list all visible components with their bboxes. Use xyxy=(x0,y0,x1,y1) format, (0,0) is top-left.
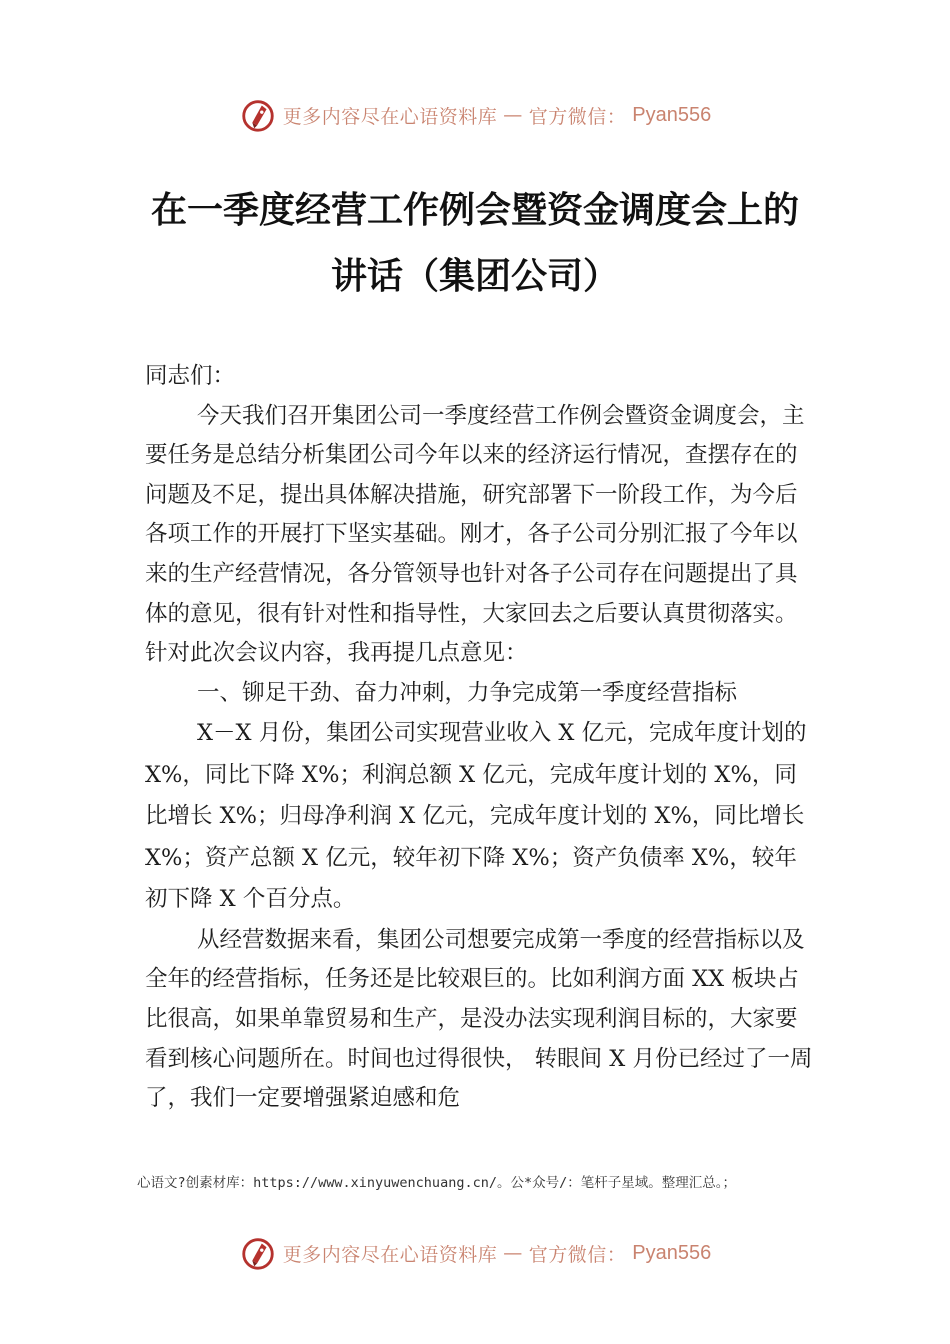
section-heading-1: 一、铆足干劲、奋力冲刺，力争完成第一季度经营指标 xyxy=(197,679,738,706)
paragraph-intro: 今天我们召开集团公司一季度经营工作例会暨资金调度会，主要任务是总结分析集团公司今年以来的经济运行情况，查摆存在的问题及不足，提出具体解决措施，研究部署下一阶段工作，为今后各项工作的开展打下坚实基础。刚才，各子公司分别汇报了今年以来的生产经营情况，各分管领导也针对各子公司存在问题提出了具体的意见，很有针对性和指导性，大家回去之后要认真贯彻落实。针对此次会议内容，我再提几点意见： xyxy=(145,402,805,667)
banner-separator: — xyxy=(503,1242,523,1264)
banner-wechat-id: Pyan556 xyxy=(632,103,712,126)
banner-wechat-label: 官方微信： xyxy=(528,1243,627,1266)
header-banner xyxy=(0,93,950,137)
paragraph-analysis: 从经营数据来看，集团公司想要完成第一季度的经营指标以及全年的经营指标，任务还是比较艰巨的。比如利润方面 XX 板块占比很高，如果单靠贸易和生产，是没办法实现利润目标的，大家要看到核心问题所在。时间也过得很快， 转眼间 X 月份已经过了一周了，我们一定要增强紧迫感和危 xyxy=(145,926,813,1112)
pen-nib-logo-icon xyxy=(239,96,277,134)
banner-wechat-id: Pyan556 xyxy=(632,1241,712,1264)
paragraph-performance: X－X 月份，集团公司实现营业收入 X 亿元，完成年度计划的 X%，同比下降 X%；利润总额 X 亿元，完成年度计划的 X%，同比增长 X%；归母净利润 X 亿元，完成年度计划的 X%，同比增长 X%；资产总额 X 亿元，较年初下降 X%；资产负债率 X%，较年初下降 X 个百分点。 xyxy=(145,720,807,913)
banner-separator: — xyxy=(503,104,523,126)
document-title-line1: 在一季度经营工作例会暨资金调度会上的 xyxy=(150,189,799,231)
banner-wechat-label: 官方微信： xyxy=(528,105,627,128)
document-title-line2: 讲话（集团公司） xyxy=(330,255,619,297)
banner-text: 更多内容尽在心语资料库 xyxy=(282,1243,498,1266)
footer-banner xyxy=(0,1231,950,1275)
banner-text: 更多内容尽在心语资料库 xyxy=(282,105,498,128)
pen-nib-logo-icon xyxy=(239,1234,277,1272)
document-body xyxy=(145,357,815,1119)
footnote: 心语文?创素材库：https://www.xinyuwenchuang.cn/。公*众号/：笔杆子星域。整理汇总。； xyxy=(137,1175,736,1191)
salutation: 同志们： xyxy=(145,363,236,389)
